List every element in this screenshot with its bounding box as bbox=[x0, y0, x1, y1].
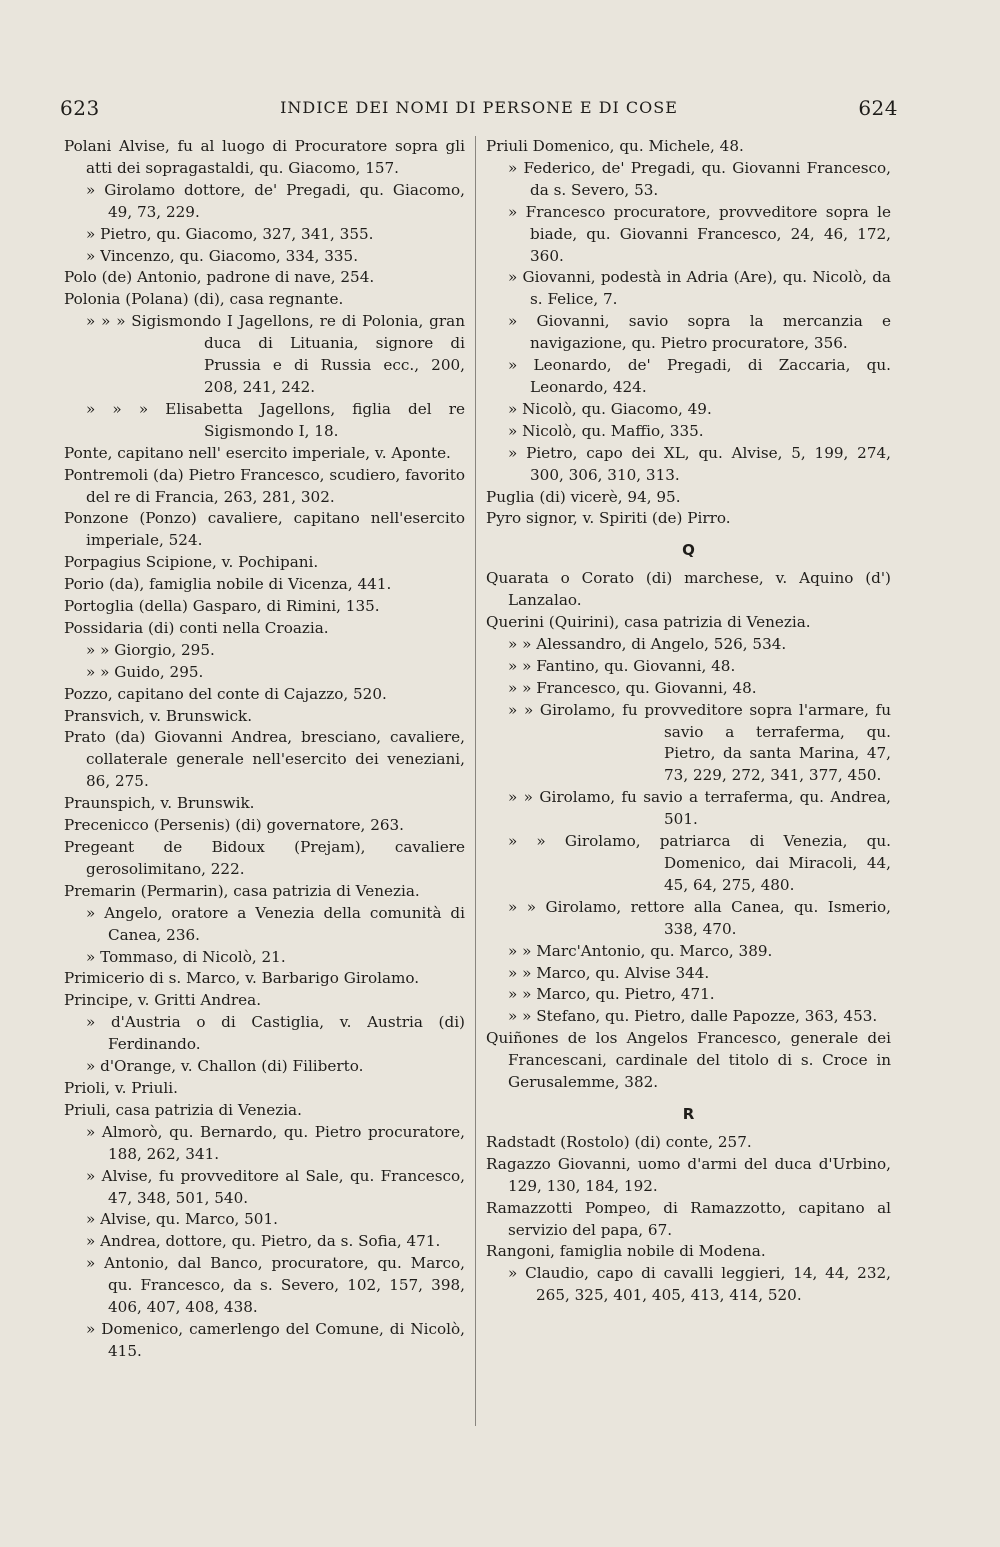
section-letter: R bbox=[682, 1104, 695, 1123]
index-entry: » » Girolamo, fu savio a terraferma, qu. Andrea, 501. bbox=[508, 788, 891, 829]
page-header bbox=[60, 96, 898, 126]
index-entry: Polani Alvise, fu al luogo di Procuratore sopra gli atti dei sopragastaldi, qu. Giacomo, 157. bbox=[64, 137, 465, 177]
index-entry: Pregeant de Bidoux (Prejam), cavaliere gerosolimitano, 222. bbox=[64, 838, 465, 878]
index-entry: » Girolamo dottore, de' Pregadi, qu. Giacomo, 49, 73, 229. bbox=[86, 180, 465, 221]
left-column bbox=[64, 136, 465, 1363]
index-entry: » Alvise, fu provveditore al Sale, qu. Francesco, 47, 348, 501, 540. bbox=[86, 1166, 465, 1207]
index-entry: Premarin (Permarin), casa patrizia di Venezia. bbox=[64, 881, 420, 900]
index-entry: Pontremoli (da) Pietro Francesco, scudiero, favorito del re di Francia, 263, 281, 302. bbox=[64, 465, 465, 506]
index-entry: Porpagius Scipione, v. Pochipani. bbox=[64, 553, 319, 572]
index-entry: » » » Elisabetta Jagellons, figlia del re Sigismondo I, 18. bbox=[86, 399, 465, 440]
index-entry: » » » Sigismondo I Jagellons, re di Polonia, gran duca di Lituania, signore di Prussia e di Russia ecc., 200, 208, 241, 242. bbox=[86, 312, 465, 396]
index-entry: Primicerio di s. Marco, v. Barbarigo Girolamo. bbox=[64, 969, 420, 988]
index-entry: Portoglia (della) Gasparo, di Rimini, 135. bbox=[64, 597, 380, 616]
index-entry: Pransvich, v. Brunswick. bbox=[64, 706, 253, 725]
index-entry: » » Girolamo, fu provveditore sopra l'armare, fu savio a terraferma, qu. Pietro, da santa Marina, 47, 73, 229, 272, 341, 377, 450. bbox=[508, 700, 891, 785]
index-entry: Quiñones de los Angelos Francesco, generale dei Francescani, cardinale del titolo di s. Croce in Gerusalemme, 382. bbox=[486, 1029, 891, 1092]
index-entry: » » Marco, qu. Pietro, 471. bbox=[508, 985, 715, 1004]
index-entry: Priuli Domenico, qu. Michele, 48. bbox=[486, 137, 744, 155]
index-entry: » Nicolò, qu. Maffio, 335. bbox=[508, 421, 704, 440]
index-entry: » Pietro, capo dei XL, qu. Alvise, 5, 199, 274, 300, 306, 310, 313. bbox=[508, 443, 891, 484]
index-entry: » Claudio, capo di cavalli leggieri, 14, 44, 232, 265, 325, 401, 405, 413, 414, 520. bbox=[508, 1264, 891, 1305]
index-entry: Prato (da) Giovanni Andrea, bresciano, cavaliere, collaterale generale nell'esercito dei veneziani, 86, 275. bbox=[64, 728, 465, 791]
index-entry: » Tommaso, di Nicolò, 21. bbox=[86, 947, 286, 966]
index-entry: » Angelo, oratore a Venezia della comunità di Canea, 236. bbox=[86, 903, 465, 944]
index-entry: Polo (de) Antonio, padrone di nave, 254. bbox=[64, 268, 375, 287]
index-entry: Prioli, v. Priuli. bbox=[64, 1078, 178, 1097]
index-entry: » Antonio, dal Banco, procuratore, qu. Marco, qu. Francesco, da s. Severo, 102, 157, 398, 406, 407, 408, 438. bbox=[86, 1254, 465, 1317]
index-entry: Ponte, capitano nell' esercito imperiale, v. Aponte. bbox=[64, 443, 451, 462]
index-entry: » Almorò, qu. Bernardo, qu. Pietro procuratore, 188, 262, 341. bbox=[86, 1122, 465, 1163]
index-entry: Ragazzo Giovanni, uomo d'armi del duca d'Urbino, 129, 130, 184, 192. bbox=[486, 1154, 891, 1195]
index-entry: » d'Austria o di Castiglia, v. Austria (di) Ferdinando. bbox=[86, 1013, 465, 1054]
index-entry: » » Stefano, qu. Pietro, dalle Papozze, 363, 453. bbox=[508, 1007, 878, 1026]
right-column bbox=[486, 136, 891, 1307]
index-entry: » Alvise, qu. Marco, 501. bbox=[86, 1210, 278, 1229]
index-entry: » Pietro, qu. Giacomo, 327, 341, 355. bbox=[86, 224, 374, 243]
index-entry: Pozzo, capitano del conte di Cajazzo, 520. bbox=[64, 684, 387, 703]
index-entry: » » Marco, qu. Alvise 344. bbox=[508, 963, 710, 982]
index-entry: » » Fantino, qu. Giovanni, 48. bbox=[508, 656, 736, 675]
index-entry: Querini (Quirini), casa patrizia di Venezia. bbox=[486, 613, 811, 632]
index-entry: Polonia (Polana) (di), casa regnante. bbox=[64, 290, 344, 309]
index-entry: » Domenico, camerlengo del Comune, di Nicolò, 415. bbox=[86, 1319, 465, 1360]
index-entry: » Federico, de' Pregadi, qu. Giovanni Francesco, da s. Severo, 53. bbox=[508, 158, 891, 199]
page-number-right: 624 bbox=[858, 96, 898, 120]
index-entry: » Andrea, dottore, qu. Pietro, da s. Sofia, 471. bbox=[86, 1232, 441, 1251]
index-entry: Possidaria (di) conti nella Croazia. bbox=[64, 618, 329, 637]
index-entry: » Francesco procuratore, provveditore sopra le biade, qu. Giovanni Francesco, 24, 46, 172, 360. bbox=[508, 202, 891, 265]
index-entry: » » Marc'Antonio, qu. Marco, 389. bbox=[508, 941, 773, 960]
index-entry: » d'Orange, v. Challon (di) Filiberto. bbox=[86, 1057, 364, 1076]
index-entry: » Giovanni, savio sopra la mercanzia e navigazione, qu. Pietro procuratore, 356. bbox=[508, 312, 891, 353]
index-entry: » Giovanni, podestà in Adria (Are), qu. Nicolò, da s. Felice, 7. bbox=[508, 268, 891, 309]
index-entry: » » Guido, 295. bbox=[86, 662, 204, 681]
section-letter: Q bbox=[682, 541, 695, 560]
index-entry: Radstadt (Rostolo) (di) conte, 257. bbox=[486, 1132, 752, 1151]
index-entry: Rangoni, famiglia nobile di Modena. bbox=[486, 1242, 766, 1261]
column-divider bbox=[475, 136, 476, 1426]
index-entry: Porio (da), famiglia nobile di Vicenza, 441. bbox=[64, 575, 392, 594]
index-entry: Puglia (di) vicerè, 94, 95. bbox=[486, 487, 681, 506]
index-entry: » » Alessandro, di Angelo, 526, 534. bbox=[508, 634, 787, 653]
index-entry: Precenicco (Persenis) (di) governatore, 263. bbox=[64, 816, 405, 835]
index-entry: » Leonardo, de' Pregadi, di Zaccaria, qu. Leonardo, 424. bbox=[508, 356, 891, 396]
index-entry: Principe, v. Gritti Andrea. bbox=[64, 991, 262, 1010]
index-entry: Ramazzotti Pompeo, di Ramazzotto, capitano al servizio del papa, 67. bbox=[486, 1198, 891, 1239]
index-entry: Priuli, casa patrizia di Venezia. bbox=[64, 1100, 302, 1119]
running-title: INDICE DEI NOMI DI PERSONE E DI COSE bbox=[280, 98, 678, 117]
index-entry: Praunspich, v. Brunswik. bbox=[64, 794, 255, 813]
index-entry: Pyro signor, v. Spiriti (de) Pirro. bbox=[486, 509, 731, 528]
index-entry: Quarata o Corato (di) marchese, v. Aquino (d') Lanzalao. bbox=[486, 569, 891, 610]
index-entry: Ponzone (Ponzo) cavaliere, capitano nell'esercito imperiale, 524. bbox=[64, 509, 465, 550]
index-entry: » » Francesco, qu. Giovanni, 48. bbox=[508, 678, 757, 697]
index-entry: » » Girolamo, rettore alla Canea, qu. Ismerio, 338, 470. bbox=[508, 897, 891, 938]
index-entry: » Nicolò, qu. Giacomo, 49. bbox=[508, 399, 712, 418]
page-number-left: 623 bbox=[60, 96, 100, 120]
index-entry: » Vincenzo, qu. Giacomo, 334, 335. bbox=[86, 246, 359, 265]
index-entry: » » Giorgio, 295. bbox=[86, 640, 215, 659]
index-entry: » » Girolamo, patriarca di Venezia, qu. Domenico, dai Miracoli, 44, 45, 64, 275, 480. bbox=[508, 832, 891, 894]
